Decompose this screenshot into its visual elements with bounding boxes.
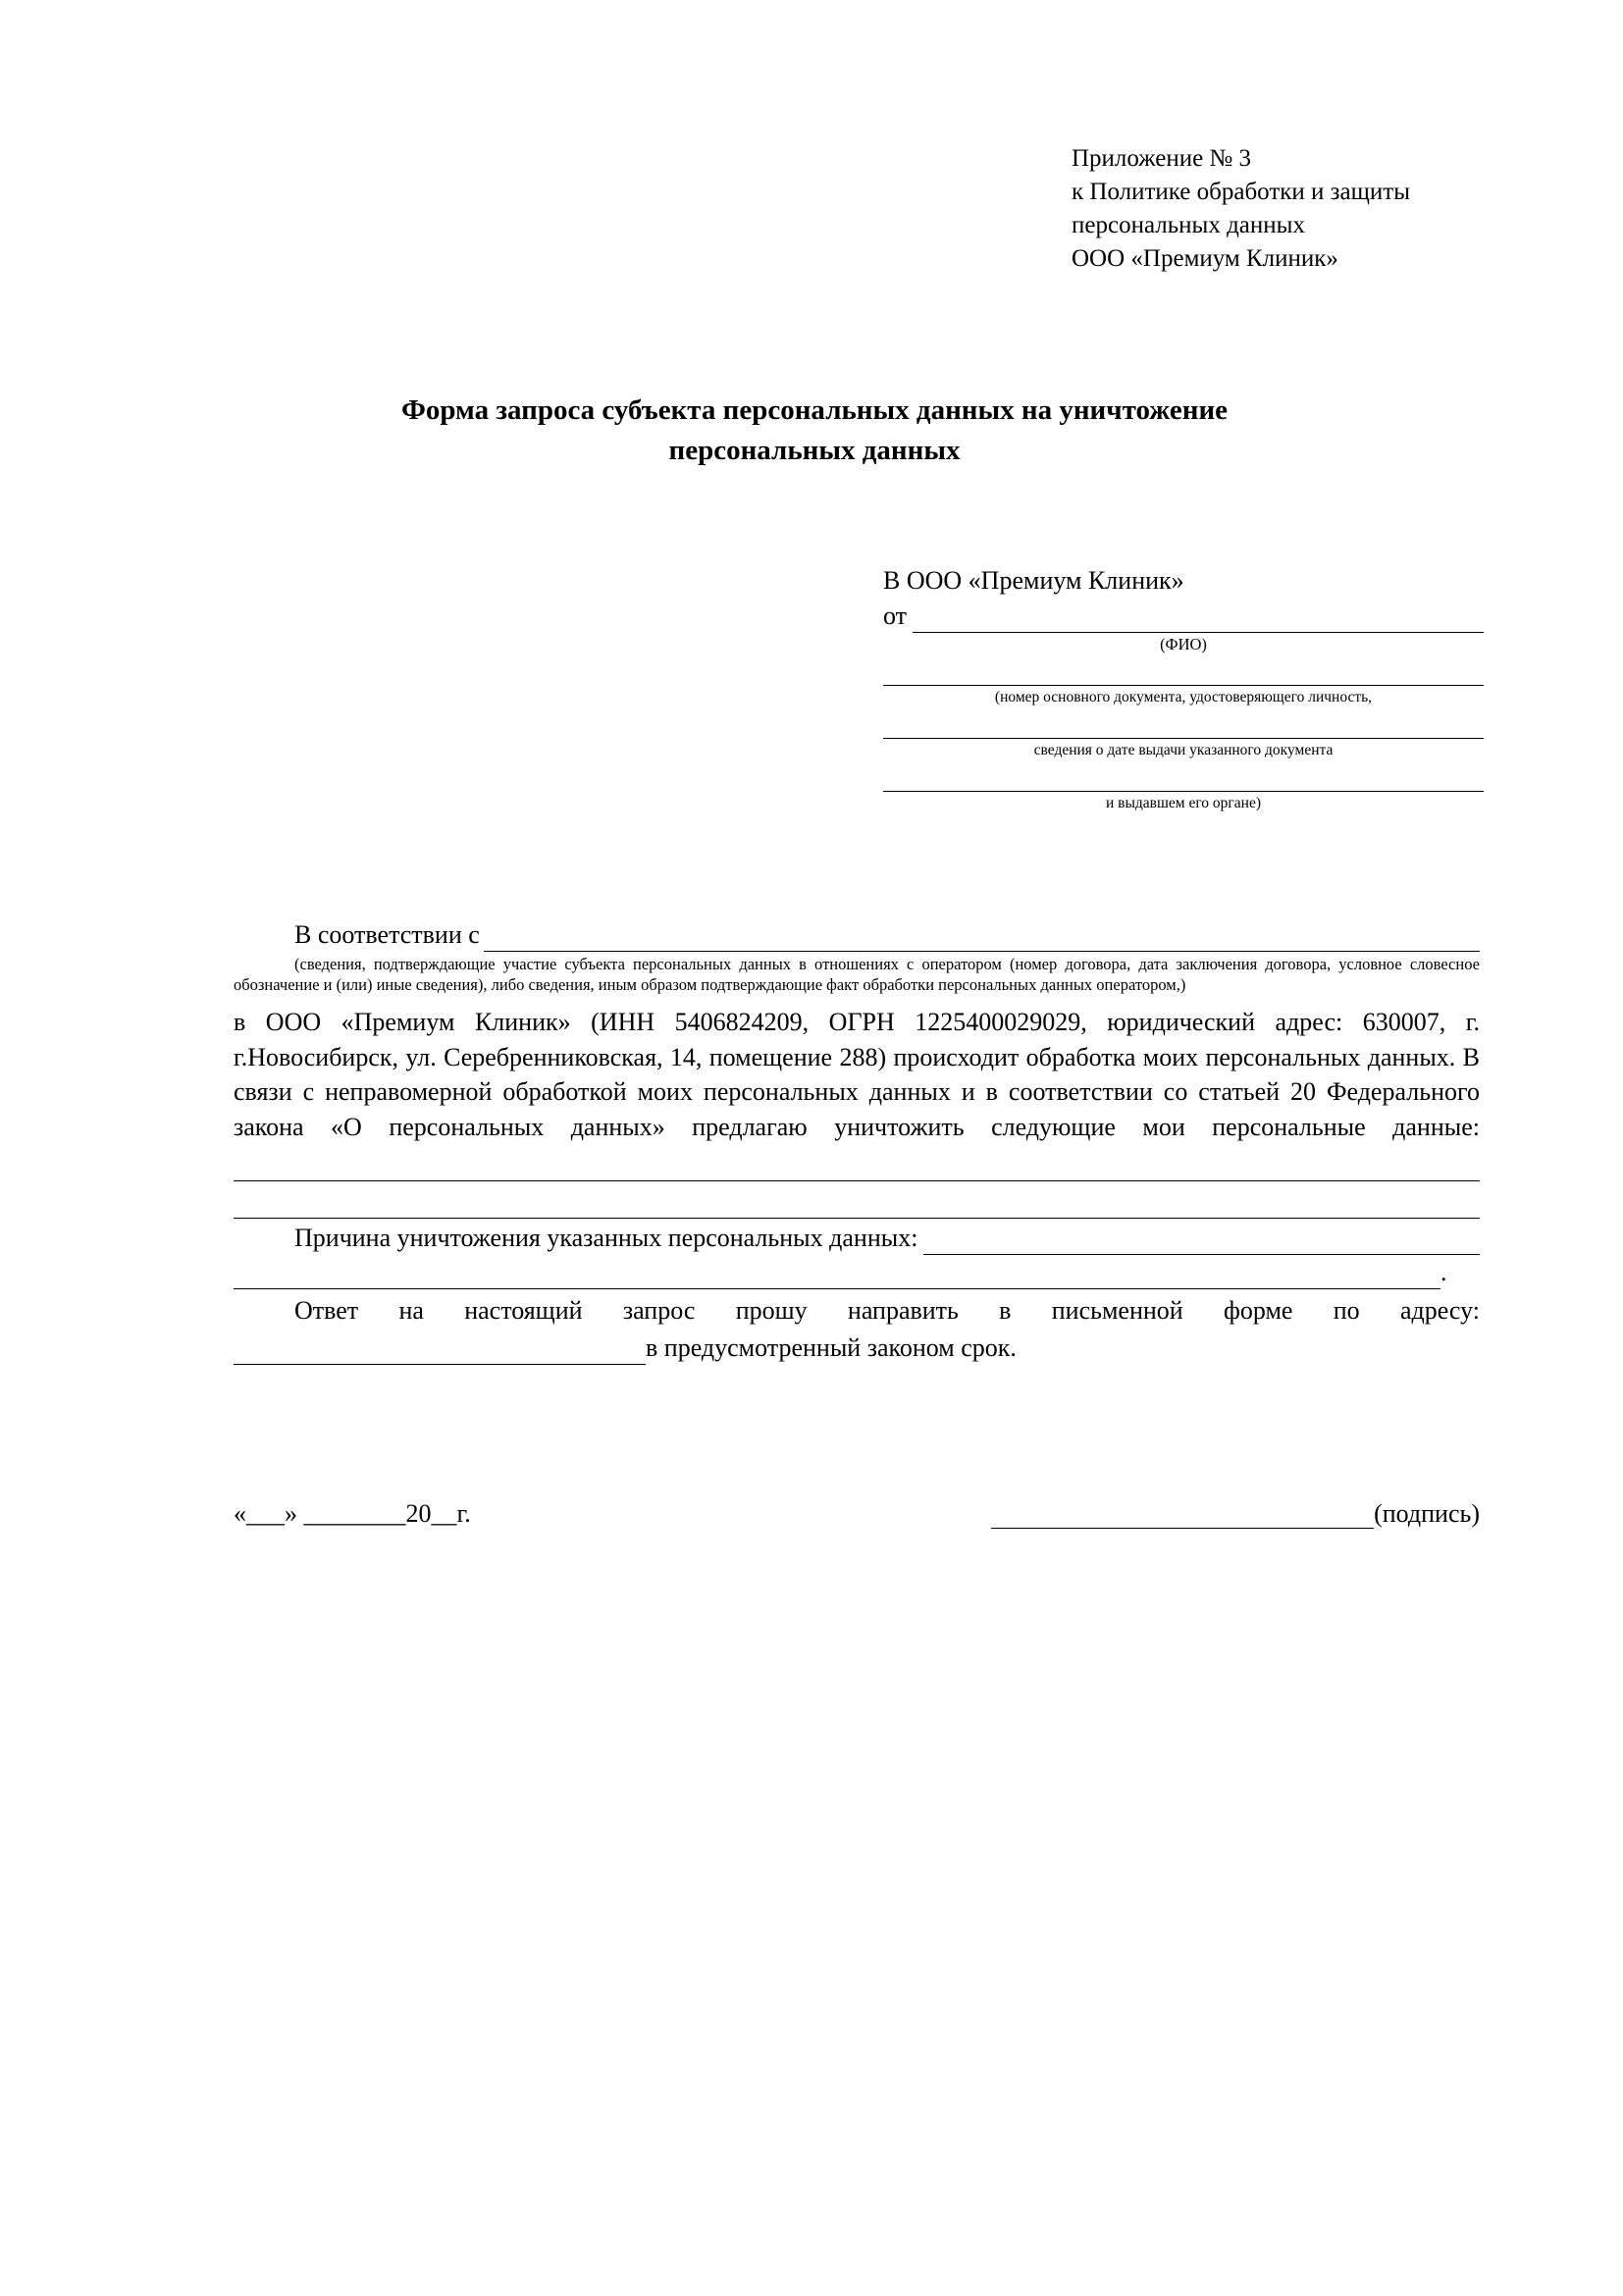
- caption-doc-authority: и выдавшем его органе): [1105, 795, 1262, 811]
- fineprint-text: (сведения, подтверждающие участие субъекта персональных данных в отношениях с оператором (номер договора, дата заключения договора, условное словесное обозначение и (или) иные сведения), либо сведения, иным образом подтверждающие факт обработки персональных данных оператором,): [234, 955, 1480, 994]
- reason-label: Причина уничтожения указанных персональных данных:: [294, 1224, 918, 1252]
- doc-date-input-line[interactable]: [883, 716, 1484, 739]
- data-list-line-1[interactable]: [234, 1144, 1480, 1181]
- data-list-line-2[interactable]: [234, 1181, 1480, 1219]
- signature-label: (подпись): [1374, 1499, 1480, 1528]
- main-paragraph: в ООО «Премиум Клиник» (ИНН 5406824209, ОГРН 1225400029029, юридический адрес: 630007, г. г.Новосибирск, ул. Серебренниковская, 14, помещение 288) происходит обработка моих персональных данных. В связи с неправомерной обработкой моих персональных данных и в соответствии со статьей 20 Федерального закона «О персональных данных» предлагаю уничтожить следующие мои персональные данные:: [234, 1008, 1480, 1141]
- from-row: [883, 600, 1484, 633]
- date-field[interactable]: «___» ________20__г.: [234, 1499, 471, 1528]
- title-line-1: Форма запроса субъекта персональных данных на уничтожение: [400, 394, 1229, 426]
- reason-line-2-row: [234, 1255, 1480, 1289]
- signature-input-line[interactable]: [991, 1506, 1374, 1529]
- header-line-3: персональных данных: [1072, 212, 1305, 238]
- header-line-2: к Политике обработки и защиты: [1072, 179, 1411, 205]
- signature-field[interactable]: [991, 1499, 1480, 1529]
- answer-tail-text: в предусмотренный законом срок.: [646, 1332, 1017, 1362]
- addressee-to: В ООО «Премиум Клиник»: [883, 566, 1184, 595]
- fio-input-line[interactable]: [913, 610, 1484, 633]
- doc-authority-input-line[interactable]: [883, 769, 1484, 792]
- in-accordance-row: [234, 917, 1480, 952]
- answer-paragraph: [234, 1293, 1480, 1329]
- reason-input-line-1[interactable]: [923, 1232, 1480, 1255]
- caption-fio: (ФИО): [1160, 635, 1207, 653]
- addressee-block: [883, 564, 1484, 822]
- document-body: [234, 917, 1480, 1365]
- header-line-1: Приложение № 3: [1072, 145, 1252, 172]
- title-line-2: персональных данных: [668, 435, 961, 466]
- appendix-header: [1072, 142, 1582, 276]
- in-accordance-label: В соответствии с: [294, 920, 480, 949]
- caption-doc-date: сведения о дате выдачи указанного документа: [1033, 742, 1334, 758]
- reason-row: [234, 1221, 1480, 1255]
- in-accordance-input-line[interactable]: [484, 929, 1480, 952]
- from-label: от: [883, 601, 908, 630]
- reason-input-line-2[interactable]: [234, 1267, 1440, 1289]
- reason-end-punct: .: [1440, 1258, 1447, 1286]
- page-title: [236, 391, 1393, 471]
- header-line-4: ООО «Премиум Клиник»: [1072, 245, 1338, 272]
- fineprint-note: [234, 954, 1480, 995]
- doc-number-input-line[interactable]: [883, 663, 1484, 686]
- answer-address-input-line[interactable]: [234, 1342, 646, 1365]
- answer-address-row: [234, 1331, 1480, 1365]
- signature-row: [234, 1499, 1480, 1529]
- answer-paragraph-text: Ответ на настоящий запрос прошу направить в письменной форме по адресу:: [294, 1296, 1480, 1325]
- caption-doc-number: (номер основного документа, удостоверяющего личность,: [994, 689, 1373, 705]
